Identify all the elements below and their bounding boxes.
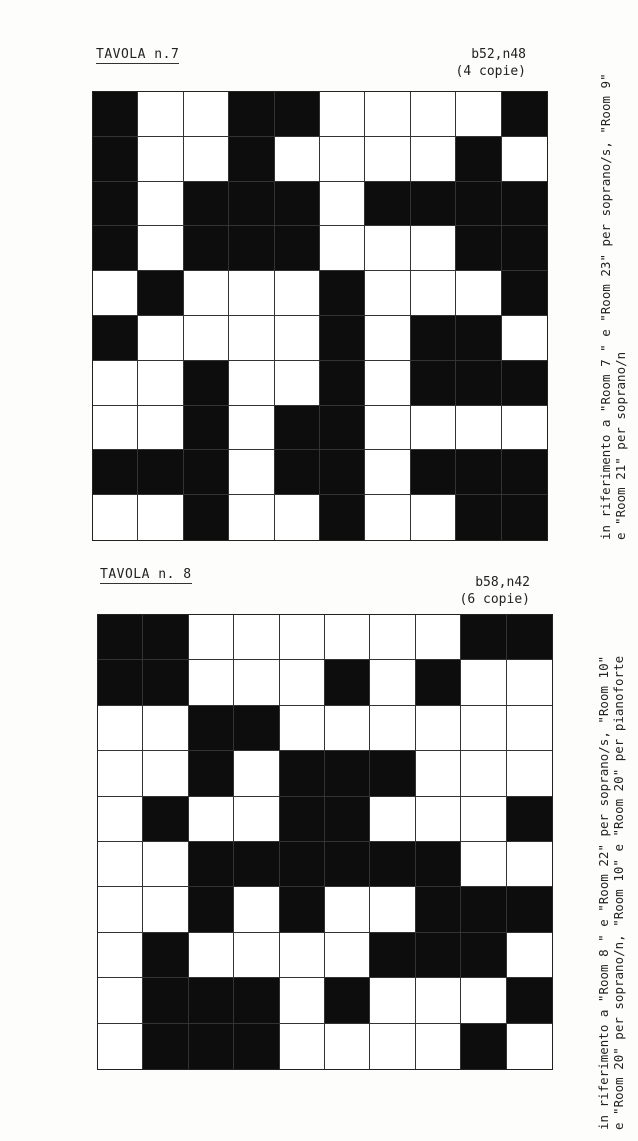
tavola-8-cell-5-8 — [461, 842, 506, 887]
tavola-7-cell-3-2 — [184, 226, 229, 271]
tavola-8-cell-2-6 — [370, 706, 415, 751]
tavola-8-cell-9-9 — [507, 1024, 552, 1069]
tavola-8-cell-9-5 — [325, 1024, 370, 1069]
tavola-7-cell-7-4 — [275, 406, 320, 451]
tavola-8-cell-6-7 — [416, 887, 461, 932]
tavola-8-cell-2-4 — [280, 706, 325, 751]
tavola-7-note-line-2: e "Room 21" per soprano/n — [613, 351, 628, 540]
tavola-8-cell-0-4 — [280, 615, 325, 660]
tavola-7-cell-9-5 — [320, 495, 365, 540]
tavola-8-cell-4-0 — [98, 797, 143, 842]
tavola-7-cell-5-9 — [502, 316, 547, 361]
tavola-7-cell-3-9 — [502, 226, 547, 271]
tavola-8-cell-4-6 — [370, 797, 415, 842]
tavola-7-cell-7-3 — [229, 406, 274, 451]
tavola-8-cell-8-0 — [98, 978, 143, 1023]
tavola-7-cell-0-8 — [456, 92, 501, 137]
tavola-7-cell-9-4 — [275, 495, 320, 540]
tavola-8-cell-9-8 — [461, 1024, 506, 1069]
tavola-7-cell-3-1 — [138, 226, 183, 271]
tavola-7-cell-1-2 — [184, 137, 229, 182]
tavola-7-cell-2-0 — [93, 182, 138, 227]
tavola-7-cell-6-1 — [138, 361, 183, 406]
tavola-8-cell-3-3 — [234, 751, 279, 796]
tavola-7-cell-9-6 — [365, 495, 410, 540]
tavola-8-cell-0-3 — [234, 615, 279, 660]
tavola-8-cell-5-6 — [370, 842, 415, 887]
tavola-8-cell-7-4 — [280, 933, 325, 978]
tavola-8-cell-9-3 — [234, 1024, 279, 1069]
tavola-8-cell-2-1 — [143, 706, 188, 751]
tavola-8-cell-7-2 — [189, 933, 234, 978]
tavola-7-cell-0-5 — [320, 92, 365, 137]
tavola-8-cell-8-9 — [507, 978, 552, 1023]
tavola-8-cell-4-1 — [143, 797, 188, 842]
tavola-7-cell-9-1 — [138, 495, 183, 540]
tavola-8-cell-5-2 — [189, 842, 234, 887]
tavola-7-cell-1-9 — [502, 137, 547, 182]
tavola-8-cell-4-4 — [280, 797, 325, 842]
tavola-8-cell-7-3 — [234, 933, 279, 978]
tavola-8-cell-3-9 — [507, 751, 552, 796]
tavola-7-cell-0-6 — [365, 92, 410, 137]
tavola-8-title: TAVOLA n. 8 — [100, 567, 192, 582]
tavola-7-cell-0-7 — [411, 92, 456, 137]
tavola-7-cell-5-6 — [365, 316, 410, 361]
tavola-8-cell-1-6 — [370, 660, 415, 705]
tavola-7-cell-3-6 — [365, 226, 410, 271]
tavola-8-cell-0-8 — [461, 615, 506, 660]
tavola-7-cell-8-1 — [138, 450, 183, 495]
tavola-8-cell-5-0 — [98, 842, 143, 887]
tavola-8-cell-6-6 — [370, 887, 415, 932]
tavola-8-cell-6-8 — [461, 887, 506, 932]
tavola-7-cell-4-5 — [320, 271, 365, 316]
tavola-8-cell-2-3 — [234, 706, 279, 751]
tavola-8-note-line-2: e "Room 20" per soprano/n, "Room 10" e "Room 20" per pianoforte — [611, 655, 626, 1130]
tavola-8-cell-8-5 — [325, 978, 370, 1023]
tavola-7-cell-5-5 — [320, 316, 365, 361]
tavola-7-cell-4-6 — [365, 271, 410, 316]
tavola-7-note-line-1: in riferimento a "Room 7 " e "Room 23" per soprano/s, "Room 9" — [598, 73, 613, 540]
tavola-8-cell-5-3 — [234, 842, 279, 887]
tavola-8-cell-8-4 — [280, 978, 325, 1023]
tavola-7-counts — [406, 46, 526, 80]
tavola-8-cell-2-2 — [189, 706, 234, 751]
tavola-7-cell-6-2 — [184, 361, 229, 406]
tavola-7-cell-2-4 — [275, 182, 320, 227]
tavola-7-cell-4-2 — [184, 271, 229, 316]
tavola-7-cell-8-4 — [275, 450, 320, 495]
tavola-7-cell-7-8 — [456, 406, 501, 451]
tavola-8-cell-6-3 — [234, 887, 279, 932]
tavola-7-cell-5-4 — [275, 316, 320, 361]
tavola-8-cell-1-8 — [461, 660, 506, 705]
tavola-7-cell-2-2 — [184, 182, 229, 227]
tavola-7-title: TAVOLA n.7 — [96, 47, 180, 62]
tavola-7-cell-6-4 — [275, 361, 320, 406]
tavola-7-cell-1-4 — [275, 137, 320, 182]
tavola-8-cell-3-2 — [189, 751, 234, 796]
tavola-8-cell-4-8 — [461, 797, 506, 842]
tavola-7-cell-1-6 — [365, 137, 410, 182]
tavola-7-cell-7-2 — [184, 406, 229, 451]
tavola-7-cell-0-9 — [502, 92, 547, 137]
tavola-8-cell-9-2 — [189, 1024, 234, 1069]
tavola-8-cell-2-0 — [98, 706, 143, 751]
tavola-8-cell-7-5 — [325, 933, 370, 978]
tavola-7-cell-6-9 — [502, 361, 547, 406]
tavola-7-cell-6-8 — [456, 361, 501, 406]
tavola-7-cell-2-3 — [229, 182, 274, 227]
tavola-7-cell-1-7 — [411, 137, 456, 182]
tavola-7-cell-5-3 — [229, 316, 274, 361]
tavola-7-cell-8-5 — [320, 450, 365, 495]
tavola-8-cell-3-1 — [143, 751, 188, 796]
tavola-8-cell-3-4 — [280, 751, 325, 796]
tavola-7-cell-8-9 — [502, 450, 547, 495]
tavola-7-side-note — [598, 73, 628, 540]
tavola-8-cell-9-7 — [416, 1024, 461, 1069]
tavola-8-cell-9-4 — [280, 1024, 325, 1069]
tavola-7-cell-4-0 — [93, 271, 138, 316]
tavola-7-cell-8-6 — [365, 450, 410, 495]
tavola-8-cell-1-3 — [234, 660, 279, 705]
tavola-7-grid — [92, 91, 548, 541]
tavola-7-cell-9-7 — [411, 495, 456, 540]
tavola-8-cell-7-6 — [370, 933, 415, 978]
tavola-7-cell-2-5 — [320, 182, 365, 227]
tavola-8-cell-0-9 — [507, 615, 552, 660]
tavola-7-cell-1-8 — [456, 137, 501, 182]
tavola-7-cell-8-3 — [229, 450, 274, 495]
tavola-8-cell-3-6 — [370, 751, 415, 796]
tavola-8-cell-1-9 — [507, 660, 552, 705]
tavola-7-cell-6-6 — [365, 361, 410, 406]
tavola-8-cell-6-1 — [143, 887, 188, 932]
tavola-7-cell-9-2 — [184, 495, 229, 540]
tavola-7-cell-0-2 — [184, 92, 229, 137]
tavola-8-cell-8-1 — [143, 978, 188, 1023]
tavola-7-cell-4-1 — [138, 271, 183, 316]
tavola-8-cell-2-8 — [461, 706, 506, 751]
tavola-8-cell-4-5 — [325, 797, 370, 842]
tavola-7-cell-1-0 — [93, 137, 138, 182]
tavola-8-cell-3-5 — [325, 751, 370, 796]
tavola-8-cell-5-9 — [507, 842, 552, 887]
tavola-7-cell-0-4 — [275, 92, 320, 137]
tavola-8-cell-6-4 — [280, 887, 325, 932]
tavola-8-cell-8-6 — [370, 978, 415, 1023]
tavola-7-cell-7-9 — [502, 406, 547, 451]
tavola-8-cell-8-2 — [189, 978, 234, 1023]
tavola-8-cell-0-2 — [189, 615, 234, 660]
tavola-7-cell-2-9 — [502, 182, 547, 227]
tavola-8-cell-2-5 — [325, 706, 370, 751]
tavola-7-cell-1-1 — [138, 137, 183, 182]
tavola-8-cell-9-0 — [98, 1024, 143, 1069]
tavola-8-counts-line: b58,n42 — [475, 575, 530, 590]
tavola-8-cell-4-3 — [234, 797, 279, 842]
tavola-8-cell-2-7 — [416, 706, 461, 751]
tavola-7-cell-7-1 — [138, 406, 183, 451]
tavola-7-cell-4-9 — [502, 271, 547, 316]
tavola-7-cell-5-2 — [184, 316, 229, 361]
tavola-7-cell-7-7 — [411, 406, 456, 451]
tavola-7-cell-8-0 — [93, 450, 138, 495]
tavola-7-cell-3-7 — [411, 226, 456, 271]
tavola-7-cell-3-8 — [456, 226, 501, 271]
tavola-7-cell-9-8 — [456, 495, 501, 540]
tavola-8-counts — [410, 574, 530, 608]
tavola-8-copies: (6 copie) — [459, 592, 530, 607]
tavola-8-cell-8-7 — [416, 978, 461, 1023]
tavola-7-cell-2-8 — [456, 182, 501, 227]
tavola-7-cell-2-1 — [138, 182, 183, 227]
tavola-8-cell-7-0 — [98, 933, 143, 978]
tavola-8-cell-0-1 — [143, 615, 188, 660]
tavola-8-cell-6-0 — [98, 887, 143, 932]
tavola-7-counts-line: b52,n48 — [471, 47, 526, 62]
tavola-7-cell-6-7 — [411, 361, 456, 406]
tavola-8-cell-5-4 — [280, 842, 325, 887]
tavola-7-cell-4-4 — [275, 271, 320, 316]
tavola-8-grid — [97, 614, 553, 1070]
tavola-7-cell-4-3 — [229, 271, 274, 316]
tavola-8-cell-1-2 — [189, 660, 234, 705]
tavola-7-cell-4-8 — [456, 271, 501, 316]
tavola-7-cell-5-1 — [138, 316, 183, 361]
tavola-7-cell-9-3 — [229, 495, 274, 540]
tavola-8-cell-4-9 — [507, 797, 552, 842]
tavola-7-cell-0-3 — [229, 92, 274, 137]
tavola-7-cell-6-0 — [93, 361, 138, 406]
tavola-7-cell-8-7 — [411, 450, 456, 495]
tavola-8-cell-6-2 — [189, 887, 234, 932]
tavola-8-note-line-1: in riferimento a "Room 8 " e "Room 22" per soprano/s, "Room 10" — [596, 655, 611, 1130]
tavola-7-cell-7-0 — [93, 406, 138, 451]
tavola-8-cell-0-6 — [370, 615, 415, 660]
tavola-8-cell-7-9 — [507, 933, 552, 978]
tavola-8-cell-1-7 — [416, 660, 461, 705]
tavola-7-cell-9-9 — [502, 495, 547, 540]
tavola-8-cell-0-5 — [325, 615, 370, 660]
tavola-8-cell-3-7 — [416, 751, 461, 796]
tavola-7-cell-8-8 — [456, 450, 501, 495]
tavola-8-cell-5-1 — [143, 842, 188, 887]
tavola-7-copies: (4 copie) — [455, 64, 526, 79]
tavola-8-cell-9-6 — [370, 1024, 415, 1069]
tavola-7-cell-2-6 — [365, 182, 410, 227]
tavola-7-cell-3-0 — [93, 226, 138, 271]
tavola-7-cell-7-5 — [320, 406, 365, 451]
tavola-7-cell-0-1 — [138, 92, 183, 137]
tavola-7-cell-9-0 — [93, 495, 138, 540]
tavola-8-side-note — [596, 656, 626, 1130]
tavola-7-cell-4-7 — [411, 271, 456, 316]
tavola-8-cell-4-2 — [189, 797, 234, 842]
tavola-8-cell-9-1 — [143, 1024, 188, 1069]
tavola-8-cell-1-4 — [280, 660, 325, 705]
tavola-7-cell-3-3 — [229, 226, 274, 271]
tavola-7-cell-5-7 — [411, 316, 456, 361]
tavola-7-cell-3-5 — [320, 226, 365, 271]
tavola-8-cell-3-0 — [98, 751, 143, 796]
tavola-7-cell-5-8 — [456, 316, 501, 361]
tavola-7-cell-1-5 — [320, 137, 365, 182]
tavola-8-cell-8-3 — [234, 978, 279, 1023]
tavola-8-cell-5-7 — [416, 842, 461, 887]
tavola-7-cell-1-3 — [229, 137, 274, 182]
tavola-8-cell-6-5 — [325, 887, 370, 932]
tavola-7-cell-2-7 — [411, 182, 456, 227]
tavola-7-cell-7-6 — [365, 406, 410, 451]
tavola-8-cell-1-0 — [98, 660, 143, 705]
tavola-8-cell-2-9 — [507, 706, 552, 751]
tavola-8-cell-8-8 — [461, 978, 506, 1023]
tavola-7-cell-3-4 — [275, 226, 320, 271]
tavola-8-cell-4-7 — [416, 797, 461, 842]
tavola-8-cell-0-7 — [416, 615, 461, 660]
tavola-8-cell-7-1 — [143, 933, 188, 978]
tavola-7-cell-0-0 — [93, 92, 138, 137]
tavola-7-cell-6-3 — [229, 361, 274, 406]
tavola-8-cell-5-5 — [325, 842, 370, 887]
tavola-8-cell-1-5 — [325, 660, 370, 705]
tavola-7-cell-5-0 — [93, 316, 138, 361]
tavola-8-cell-7-7 — [416, 933, 461, 978]
tavola-8-cell-7-8 — [461, 933, 506, 978]
tavola-8-cell-1-1 — [143, 660, 188, 705]
tavola-7-cell-8-2 — [184, 450, 229, 495]
tavola-8-cell-6-9 — [507, 887, 552, 932]
tavola-8-cell-0-0 — [98, 615, 143, 660]
tavola-7-cell-6-5 — [320, 361, 365, 406]
tavola-8-cell-3-8 — [461, 751, 506, 796]
